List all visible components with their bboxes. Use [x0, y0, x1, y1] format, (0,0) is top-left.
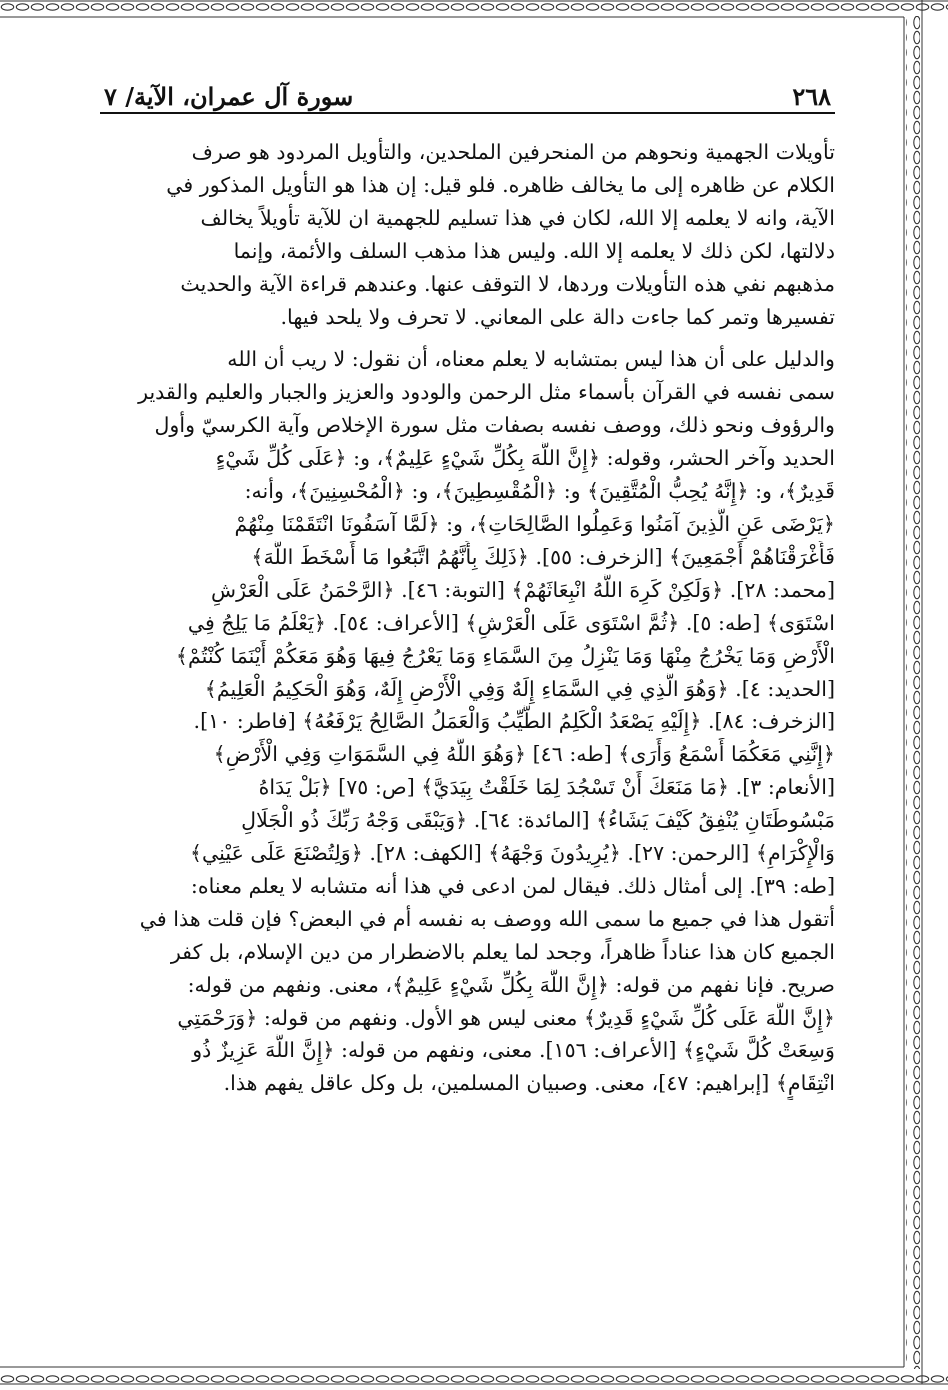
running-header [100, 70, 835, 114]
paragraph [100, 343, 835, 1100]
book-page [100, 70, 835, 1100]
text-line: صريح. فإنا نفهم من قوله: ﴿إِنَّ اللَّهَ بِكُلِّ شَيْءٍ عَلِيمٌ﴾، معنى. ونفهم من قوله: [187, 972, 835, 997]
text-line: فَأَغْرَقْنَاهُمْ أَجْمَعِينَ﴾ [الزخرف: ٥٥]. ﴿ذَلِكَ بِأَنَّهُمُ اتَّبَعُوا مَا أَسْخَطَ اللَّهَ﴾ [251, 544, 835, 569]
text-line: والرؤوف ونحو ذلك، ووصف نفسه بصفات مثل سورة الإخلاص وآية الكرسيّ وأول [154, 413, 835, 438]
text-line: تأويلات الجهمية ونحوهم من المنحرفين الملحدين، والتأويل المردود هو صرف [191, 140, 835, 164]
text-line: ﴿إِنَّنِي مَعَكُمَا أَسْمَعُ وَأَرَى﴾ [طه: ٤٦] ﴿وَهُوَ اللَّهُ فِي السَّمَوَاتِ وَفِي الْأَرْضِ﴾ [213, 742, 835, 767]
text-line: الآية، وانه لا يعلمه إلا الله، لكان في هذا تسليم للجهمية ان للآية تأويلاً يخالف [200, 205, 835, 230]
text-line: وَالْإِكْرَامِ﴾ [الرحمن: ٢٧]. ﴿يُرِيدُونَ وَجْهَهُ﴾ [الكهف: ٢٨]. ﴿وَلِتُصْنَعَ عَلَى عَيْنِي﴾ [189, 841, 835, 866]
text-line: دلالتها، لكن ذلك لا يعلمه إلا الله. وليس هذا مذهب السلف والأئمة، وإنما [233, 238, 835, 263]
text-line: والدليل على أن هذا ليس بمتشابه لا يعلم معناه، أن نقول: لا ريب أن الله [227, 347, 835, 372]
surah-title: سورة آل عمران، الآية/ ٧ [104, 82, 354, 111]
text-line: اسْتَوَى﴾ [طه: ٥]. ﴿ثُمَّ اسْتَوَى عَلَى الْعَرْشِ﴾ [الأعراف: ٥٤]. ﴿يَعْلَمُ مَا يَلِجُ فِي [187, 610, 835, 635]
text-line: [الزخرف: ٨٤]. ﴿إِلَيْهِ يَصْعَدُ الْكَلِمُ الطَّيِّبُ وَالْعَمَلُ الصَّالِحُ يَرْفَعُهُ﴾ [فاطر: ١٠]. [193, 709, 835, 734]
text-line: قَدِيرٌ﴾، و: ﴿إِنَّهُ يُحِبُّ الْمُتَّقِينَ﴾ و: ﴿الْمُقْسِطِينَ﴾، و: ﴿الْمُحْسِنِينَ﴾، وأنه: [244, 479, 835, 504]
text-line: الكلام عن ظاهره إلى ما يخالف ظاهره. فلو قيل: إن هذا هو التأويل المذكور في [166, 172, 835, 197]
text-line: الحديد وآخر الحشر، وقوله: ﴿إِنَّ اللَّهَ بِكُلِّ شَيْءٍ عَلِيمٌ﴾، و: ﴿عَلَى كُلِّ شَيْءٍ [215, 446, 835, 471]
text-line: الجميع كان هذا عناداً ظاهراً، وجحد لما يعلم بالاضطرار من دين الإسلام، بل كفر [170, 939, 835, 964]
text-line: أتقول هذا في جميع ما سمى الله ووصف به نفسه أم في البعض؟ فإن قلت هذا في [139, 906, 835, 931]
page-number: ٢٦٨ [792, 82, 831, 111]
body-text [100, 136, 835, 1100]
text-line: [الأنعام: ٣]. ﴿مَا مَنَعَكَ أَنْ تَسْجُدَ لِمَا خَلَقْتُ بِيَدَيَّ﴾ [ص: ٧٥] ﴿بَلْ يَدَاهُ [258, 775, 835, 800]
text-line: ﴿يَرْضَى عَنِ الَّذِينَ آمَنُوا وَعَمِلُوا الصَّالِحَاتِ﴾، و: ﴿لَمَّا آسَفُونَا انْتَقَمْنَا مِنْهُمْ [234, 511, 835, 536]
text-line: انْتِقَامٍ﴾ [إبراهيم: ٤٧]، معنى. وصبيان المسلمين، بل وكل عاقل يفهم هذا. [223, 1071, 835, 1096]
text-line: الْأَرْضِ وَمَا يَخْرُجُ مِنْهَا وَمَا يَنْزِلُ مِنَ السَّمَاءِ وَمَا يَعْرُجُ فِيهَا وَهُوَ مَعَكُمْ أَيْنَمَا كُنْتُمْ﴾ [175, 643, 835, 668]
text-line: سمى نفسه في القرآن بأسماء مثل الرحمن والودود والعزيز والجبار والعليم والقدير [138, 380, 835, 405]
text-line: مَبْسُوطَتَانِ يُنْفِقُ كَيْفَ يَشَاءُ﴾ [المائدة: ٦٤]. ﴿وَيَبْقَى وَجْهُ رَبِّكَ ذُو الْجَلَالِ [241, 808, 835, 833]
paragraph [100, 136, 835, 333]
text-line: ﴿إِنَّ اللَّهَ عَلَى كُلِّ شَيْءٍ قَدِيرٌ﴾ معنى ليس هو الأول. ونفهم من قوله: ﴿وَرَحْمَتِي [177, 1005, 835, 1030]
text-line: مذهبهم نفي هذه التأويلات وردها، لا التوقف عنها. وعندهم قراءة الآية والحديث [180, 271, 835, 296]
text-line: [طه: ٣٩]. إلى أمثال ذلك. فيقال لمن ادعى في هذا أنه متشابه لا يعلم معناه: [190, 873, 835, 898]
text-line: تفسيرها وتمر كما جاءت دالة على المعاني. لا تحرف ولا يلحد فيها. [280, 304, 835, 329]
text-line: [محمد: ٢٨]. ﴿وَلَكِنْ كَرِهَ اللَّهُ انْبِعَاثَهُمْ﴾ [التوبة: ٤٦]. ﴿الرَّحْمَنُ عَلَى الْعَرْشِ [211, 577, 835, 602]
text-line: [الحديد: ٤]. ﴿وَهُوَ الَّذِي فِي السَّمَاءِ إِلَهٌ وَفِي الْأَرْضِ إِلَهٌ، وَهُوَ الْحَكِيمُ الْعَلِيمُ﴾ [204, 676, 835, 701]
text-line: وَسِعَتْ كُلَّ شَيْءٍ﴾ [الأعراف: ١٥٦]. معنى، ونفهم من قوله: ﴿إِنَّ اللَّهَ عَزِيزٌ ذُو [192, 1038, 835, 1063]
